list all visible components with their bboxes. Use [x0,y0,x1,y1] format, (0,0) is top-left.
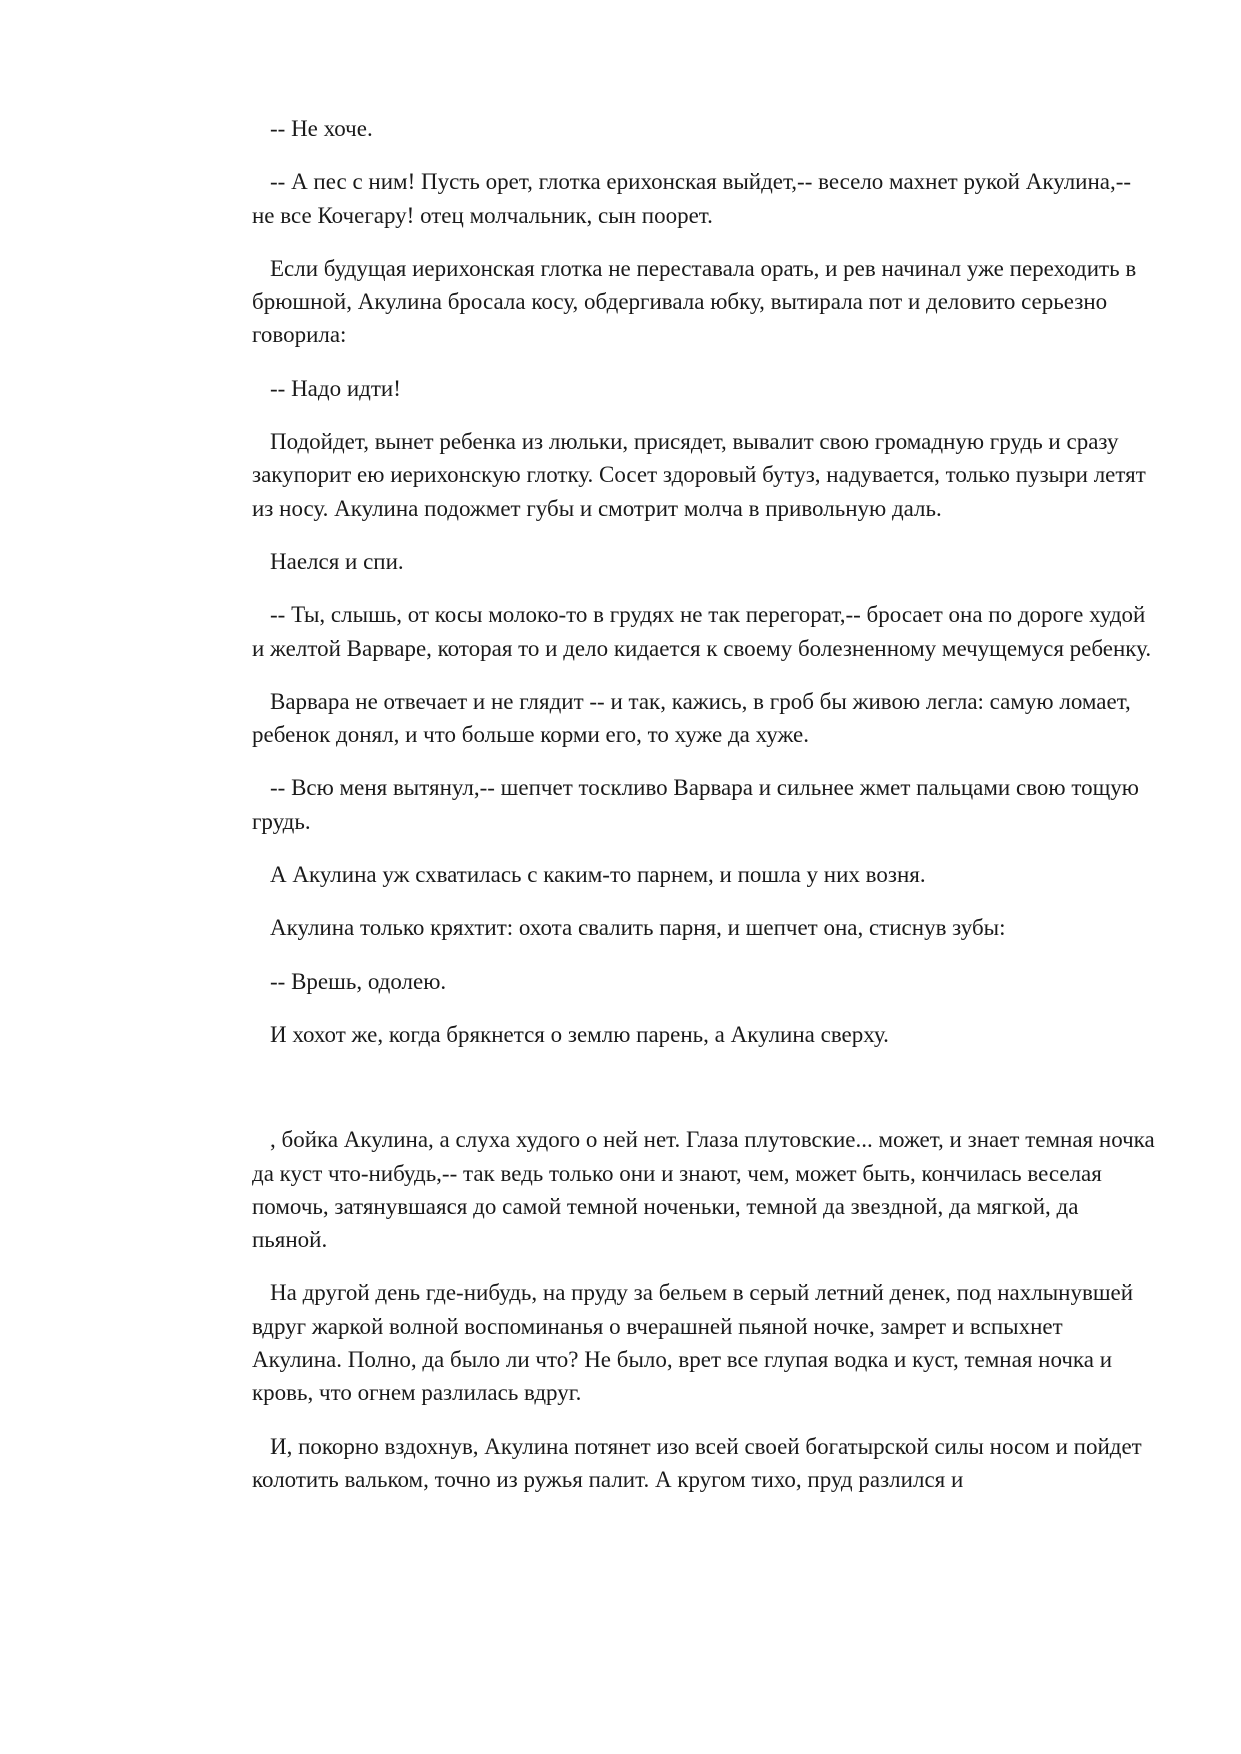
paragraph-16: И, покорно вздохнув, Акулина потянет изо всей своей богатырской силы носом и пойдет колотить вальком, точно из ружья палит. А кругом тихо, пруд разлился и [252,1433,1142,1492]
paragraph-1: -- Не хоче. [270,116,373,141]
paragraph-5: Подойдет, вынет ребенка из люльки, присядет, вывалит свою громадную грудь и сразу закупорит ею иерихонскую глотку. Сосет здоровый бутуз, надувается, только пузыри летят из носу. Акулина подожмет губы и смотрит молча в привольную даль. [252,429,1146,521]
paragraph-2: -- А пес с ним! Пусть орет, глотка ерихонская выйдет,-- весело махнет рукой Акулина,-- не все Кочегару! отец молчальник, сын поорет. [252,169,1132,228]
paragraph-6: Наелся и спи. [270,548,404,574]
paragraph-8: Варвара не отвечает и не глядит -- и так, кажись, в гроб бы живою легла: самую ломает, ребенок донял, и что больше корми его, то хуже да хуже. [252,688,1131,748]
paragraph-11: Акулина только кряхтит: охота свалить парня, и шепчет она, стиснув зубы: [270,915,1006,941]
text-column [252,112,1158,1516]
section-break [252,1071,1158,1123]
paragraph-15: На другой день где-нибудь, на пруду за бельем в серый летний денек, под нахлынувшей вдруг жаркой волной воспоминанья о вчерашней пьяной ночке, замрет и вспыхнет Акулина. Полно, да было ли что? Не было, врет все глупая водка и куст, темная ночка и кровь, что огнем разлилась вдруг. [252,1280,1134,1406]
paragraph-13: И хохот же, когда брякнется о землю парень, а Акулина сверху. [270,1021,889,1047]
paragraph-3: Если будущая иерихонская глотка не переставала орать, и рев начинал уже переходить в брюшной, Акулина бросала косу, обдергивала юбку, вытирала пот и деловито серьезно говорила: [252,255,1137,348]
paragraph-14: , бойка Акулина, а слуха худого о ней нет. Глаза плутовские... может, и знает темная ночка да куст что-нибудь,-- так ведь только они и знают, чем, может быть, кончилась веселая помочь, затянувшаяся до самой темной ноченьки, темной да звездной, да мягкой, да пьяной. [252,1127,1155,1253]
paragraph-10: А Акулина уж схватилась с каким-то парнем, и пошла у них возня. [270,862,926,888]
paragraph-9: -- Всю меня вытянул,-- шепчет тоскливо Варвара и сильнее жмет пальцами свою тощую грудь. [252,775,1139,834]
paragraph-4: -- Надо идти! [270,375,401,401]
paragraph-12: -- Врешь, одолею. [270,968,447,994]
paragraph-7: -- Ты, слышь, от косы молоко-то в грудях не так перегорат,-- бросает она по дороге худой и желтой Варваре, которая то и дело кидается к своему болезненному мечущемуся ребенку. [252,602,1152,661]
